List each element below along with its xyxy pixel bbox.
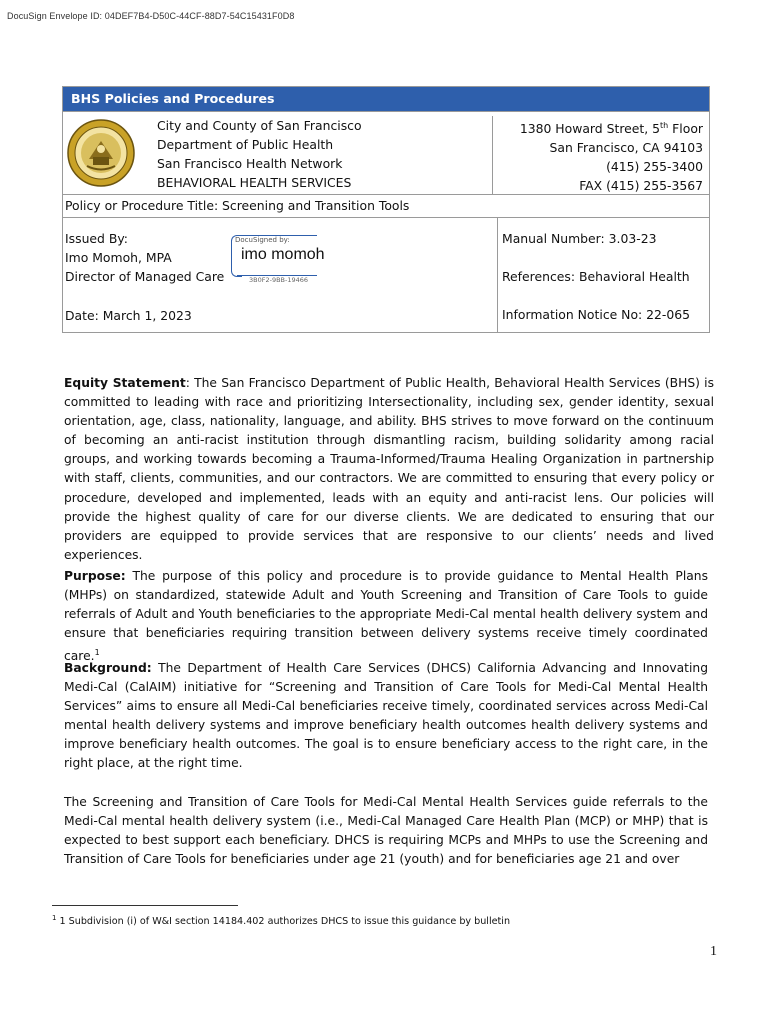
- signature-name: imo momoh: [241, 246, 325, 263]
- docusign-signature: [231, 231, 341, 283]
- footnote-ref: 1: [94, 648, 100, 658]
- header-bar-title: BHS Policies and Procedures: [63, 87, 709, 111]
- purpose-paragraph: Purpose: The purpose of this policy and procedure is to provide guidance to Mental Health Plans (MHPs) on standardized, statewide Adult and Youth Screening and Transition of Care Tools to guide referrals of Adult and Youth beneficiaries to the appropriate Medi-Cal mental health delivery system and ensure that beneficiaries requiring transition between delivery systems receive timely coordinated care.$^1$: [64, 569, 708, 664]
- purpose-label: Purpose:: [64, 569, 126, 583]
- signature-label: DocuSigned by:: [235, 236, 290, 244]
- manual-number: Manual Number: 3.03-23: [502, 231, 657, 246]
- docusign-envelope-id: DocuSign Envelope ID: 04DEF7B4-D50C-44CF-88D7-54C15431F0D8: [7, 11, 295, 21]
- address-city: San Francisco, CA 94103: [549, 140, 703, 156]
- information-notice: Information Notice No: 22-065: [502, 307, 691, 322]
- issued-by-label: Issued By:: [65, 231, 128, 246]
- page-number: 1: [710, 944, 717, 959]
- address-street: 1380 Howard Street, 5th Floor: [519, 121, 703, 137]
- issue-date: Date: March 1, 2023: [65, 308, 192, 323]
- org-block: [157, 116, 362, 192]
- org-line-city: City and County of San Francisco: [157, 118, 362, 133]
- header-org-row: [63, 111, 709, 194]
- policy-header-table: [62, 86, 710, 333]
- footnote: $^1$ 1 Subdivision (i) of W&I section 14184.402 authorizes DHCS to issue this guidance by bulletin: [52, 914, 511, 928]
- org-line-department: Department of Public Health: [157, 137, 334, 152]
- equity-statement: Equity Statement: The San Francisco Department of Public Health, Behavioral Health Services (BHS) is committed to leading with race and prioritizing Intersectionality, including sex, gender identity, sexual orientation, age, class, nationality, language, and ability. BHS strives to move forward on the continuum of becoming an anti-racist institution through dismantling racism, building solidarity among racial groups, and working towards becoming a Trauma-Informed/Trauma Healing Organization in partnership with staff, clients, communities, and our contractors. We are committed to ensuring that every policy or procedure, developed and implemented, leads with an equity and anti-racist lens. Our policies will provide the highest quality of care for our diverse clients. We are dedicated to ensuring that our providers are equipped to provide services that are responsive to our clients’ needs and lived experiences.: [64, 376, 714, 562]
- footnote-divider: [52, 905, 238, 906]
- references: References: Behavioral Health: [502, 269, 690, 284]
- policy-title: Policy or Procedure Title: Screening and Transition Tools: [63, 194, 709, 218]
- address-fax: FAX (415) 255-3567: [579, 178, 703, 194]
- screening-paragraph: The Screening and Transition of Care Tools for Medi-Cal Mental Health Services guide referrals to the Medi-Cal mental health delivery system (i.e., Medi-Cal Managed Care Health Plan (MCP) or MHP) that is expected to best support each beneficiary. DHCS is requiring MCPs and MHPs to use the Screening and Transition of Care Tools for beneficiaries under age 21 (youth) and for beneficiaries age 21 and over: [64, 795, 708, 867]
- issuer-name: Imo Momoh, MPA: [65, 250, 172, 265]
- address-phone: (415) 255-3400: [606, 159, 703, 175]
- background-label: Background:: [64, 661, 152, 675]
- background-paragraph: Background: The Department of Health Care Services (DHCS) California Advancing and Innovating Medi-Cal (CalAIM) initiative for “Screening and Transition of Care Tools for Medi-Cal Mental Health Services” aims to ensure all Medi-Cal beneficiaries receive timely, coordinated services across Medi-Cal mental health delivery systems and improve beneficiary health outcomes health delivery systems and improve beneficiary health outcomes. The goal is to ensure beneficiary access to the right care, in the right place, at the right time.: [64, 661, 708, 771]
- issuer-row: [63, 218, 709, 332]
- signature-id: 3B0F2-9BB-19466: [249, 276, 309, 284]
- issued-by-block: [65, 229, 224, 325]
- org-line-bhs: BEHAVIORAL HEALTH SERVICES: [157, 175, 352, 190]
- equity-label: Equity Statement: [64, 376, 186, 390]
- manual-block: [497, 218, 709, 332]
- sf-city-seal-icon: [67, 119, 135, 187]
- address-block: [492, 116, 707, 194]
- org-line-network: San Francisco Health Network: [157, 156, 343, 171]
- issuer-title: Director of Managed Care: [65, 269, 225, 284]
